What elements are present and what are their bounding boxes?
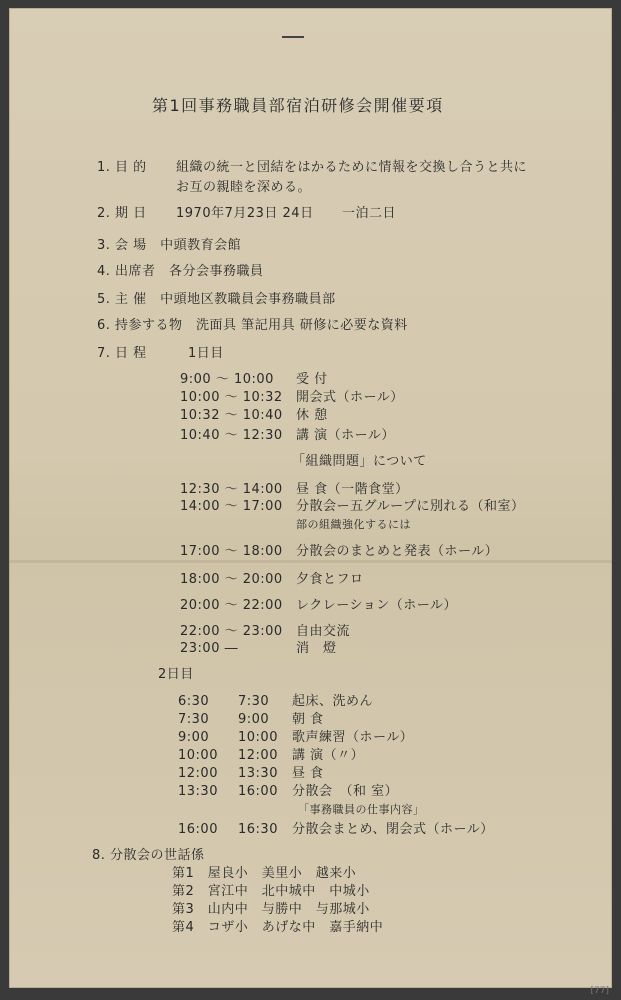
schedule-time: 23:00 ― xyxy=(180,641,239,656)
schedule-time: 10:32 ～ 10:40 xyxy=(180,408,283,423)
item-8-label: 8. 分散会の世話係 xyxy=(92,848,205,863)
group-row: 第2 宮江中 北中城中 中城小 xyxy=(172,884,370,899)
schedule-event: 部の組織強化するには xyxy=(296,518,411,531)
item-4: 4. 出席者 各分会事務職員 xyxy=(97,264,264,279)
item-7-label: 7. 日 程 xyxy=(97,346,147,361)
schedule-event: 分散会ー五グループに別れる（和室） xyxy=(296,499,525,514)
day-1-heading: 1日目 xyxy=(188,346,224,361)
schedule-start: 9:00 xyxy=(178,730,210,745)
document-page xyxy=(9,8,612,988)
schedule-start: 6:30 xyxy=(178,694,210,709)
schedule-event: 分散会まとめ、閉会式（ホール） xyxy=(292,822,494,837)
schedule-end: 16:00 xyxy=(238,784,278,799)
schedule-event: 歌声練習（ホール） xyxy=(292,730,414,745)
item-2-label: 2. 期 日 xyxy=(97,206,147,221)
schedule-event: 「組織問題」について xyxy=(292,454,427,469)
schedule-time: 17:00 ～ 18:00 xyxy=(180,544,283,559)
document-title: 第1回事務職員部宿泊研修会開催要項 xyxy=(152,96,444,115)
schedule-end: 13:30 xyxy=(238,766,278,781)
schedule-start: 7:30 xyxy=(178,712,210,727)
schedule-time: 10:00 ～ 10:32 xyxy=(180,390,283,405)
item-2-note: 一泊二日 xyxy=(342,206,397,221)
schedule-end: 16:30 xyxy=(238,822,278,837)
item-1-text-line2: お互の親睦を深める。 xyxy=(176,180,312,195)
schedule-event: 自由交流 xyxy=(296,624,351,639)
schedule-event: 消 燈 xyxy=(296,641,337,656)
schedule-end: 12:00 xyxy=(238,748,278,763)
item-1-label: 1. 目 的 xyxy=(97,160,147,175)
schedule-start: 13:30 xyxy=(178,784,218,799)
schedule-end: 7:30 xyxy=(238,694,270,709)
schedule-event: 夕食とフロ xyxy=(296,572,364,587)
top-dash-mark xyxy=(282,36,304,38)
group-row: 第3 山内中 与勝中 与那城小 xyxy=(172,902,370,917)
schedule-start: 16:00 xyxy=(178,822,218,837)
schedule-event: 昼 食（一階食堂） xyxy=(296,482,409,497)
schedule-event: 休 憩 xyxy=(296,408,328,423)
schedule-event: 講 演（ホール） xyxy=(296,428,395,443)
schedule-time: 14:00 ～ 17:00 xyxy=(180,499,283,514)
schedule-event: 「事務職員の仕事内容」 xyxy=(298,803,425,816)
schedule-event: 朝 食 xyxy=(292,712,324,727)
schedule-event: レクレーション（ホール） xyxy=(296,598,457,613)
item-5: 5. 主 催 中頭地区教職員会事務職員部 xyxy=(97,292,336,307)
item-3: 3. 会 場 中頭教育会館 xyxy=(97,238,242,253)
paper-fold xyxy=(9,560,612,563)
schedule-event: 開会式（ホール） xyxy=(296,390,404,405)
schedule-event: 分散会のまとめと発表（ホール） xyxy=(296,544,499,559)
schedule-event: 講 演（〃） xyxy=(292,748,365,763)
schedule-event: 昼 食 xyxy=(292,766,324,781)
group-row: 第1 屋良小 美里小 越来小 xyxy=(172,866,357,881)
schedule-start: 10:00 xyxy=(178,748,218,763)
schedule-end: 10:00 xyxy=(238,730,278,745)
item-1-text-line1: 組織の統一と団結をはかるために情報を交換し合うと共に xyxy=(176,160,528,175)
day-2-heading: 2日目 xyxy=(158,667,194,682)
schedule-time: 18:00 ～ 20:00 xyxy=(180,572,283,587)
schedule-event: 受 付 xyxy=(296,372,328,387)
schedule-time: 20:00 ～ 22:00 xyxy=(180,598,283,613)
schedule-end: 9:00 xyxy=(238,712,270,727)
schedule-time: 9:00 ～ 10:00 xyxy=(180,372,274,387)
item-2-date: 1970年7月23日 24日 xyxy=(176,206,314,221)
group-row: 第4 コザ小 あげな中 嘉手納中 xyxy=(172,920,384,935)
schedule-start: 12:00 xyxy=(178,766,218,781)
schedule-time: 22:00 ～ 23:00 xyxy=(180,624,283,639)
schedule-time: 10:40 ～ 12:30 xyxy=(180,428,283,443)
schedule-event: 起床、洗めん xyxy=(292,694,374,709)
corner-page-mark: [77] xyxy=(590,986,609,996)
item-6: 6. 持参する物 洗面具 筆記用具 研修に必要な資料 xyxy=(97,318,408,333)
schedule-time: 12:30 ～ 14:00 xyxy=(180,482,283,497)
schedule-event: 分散会 （和 室） xyxy=(292,784,399,799)
